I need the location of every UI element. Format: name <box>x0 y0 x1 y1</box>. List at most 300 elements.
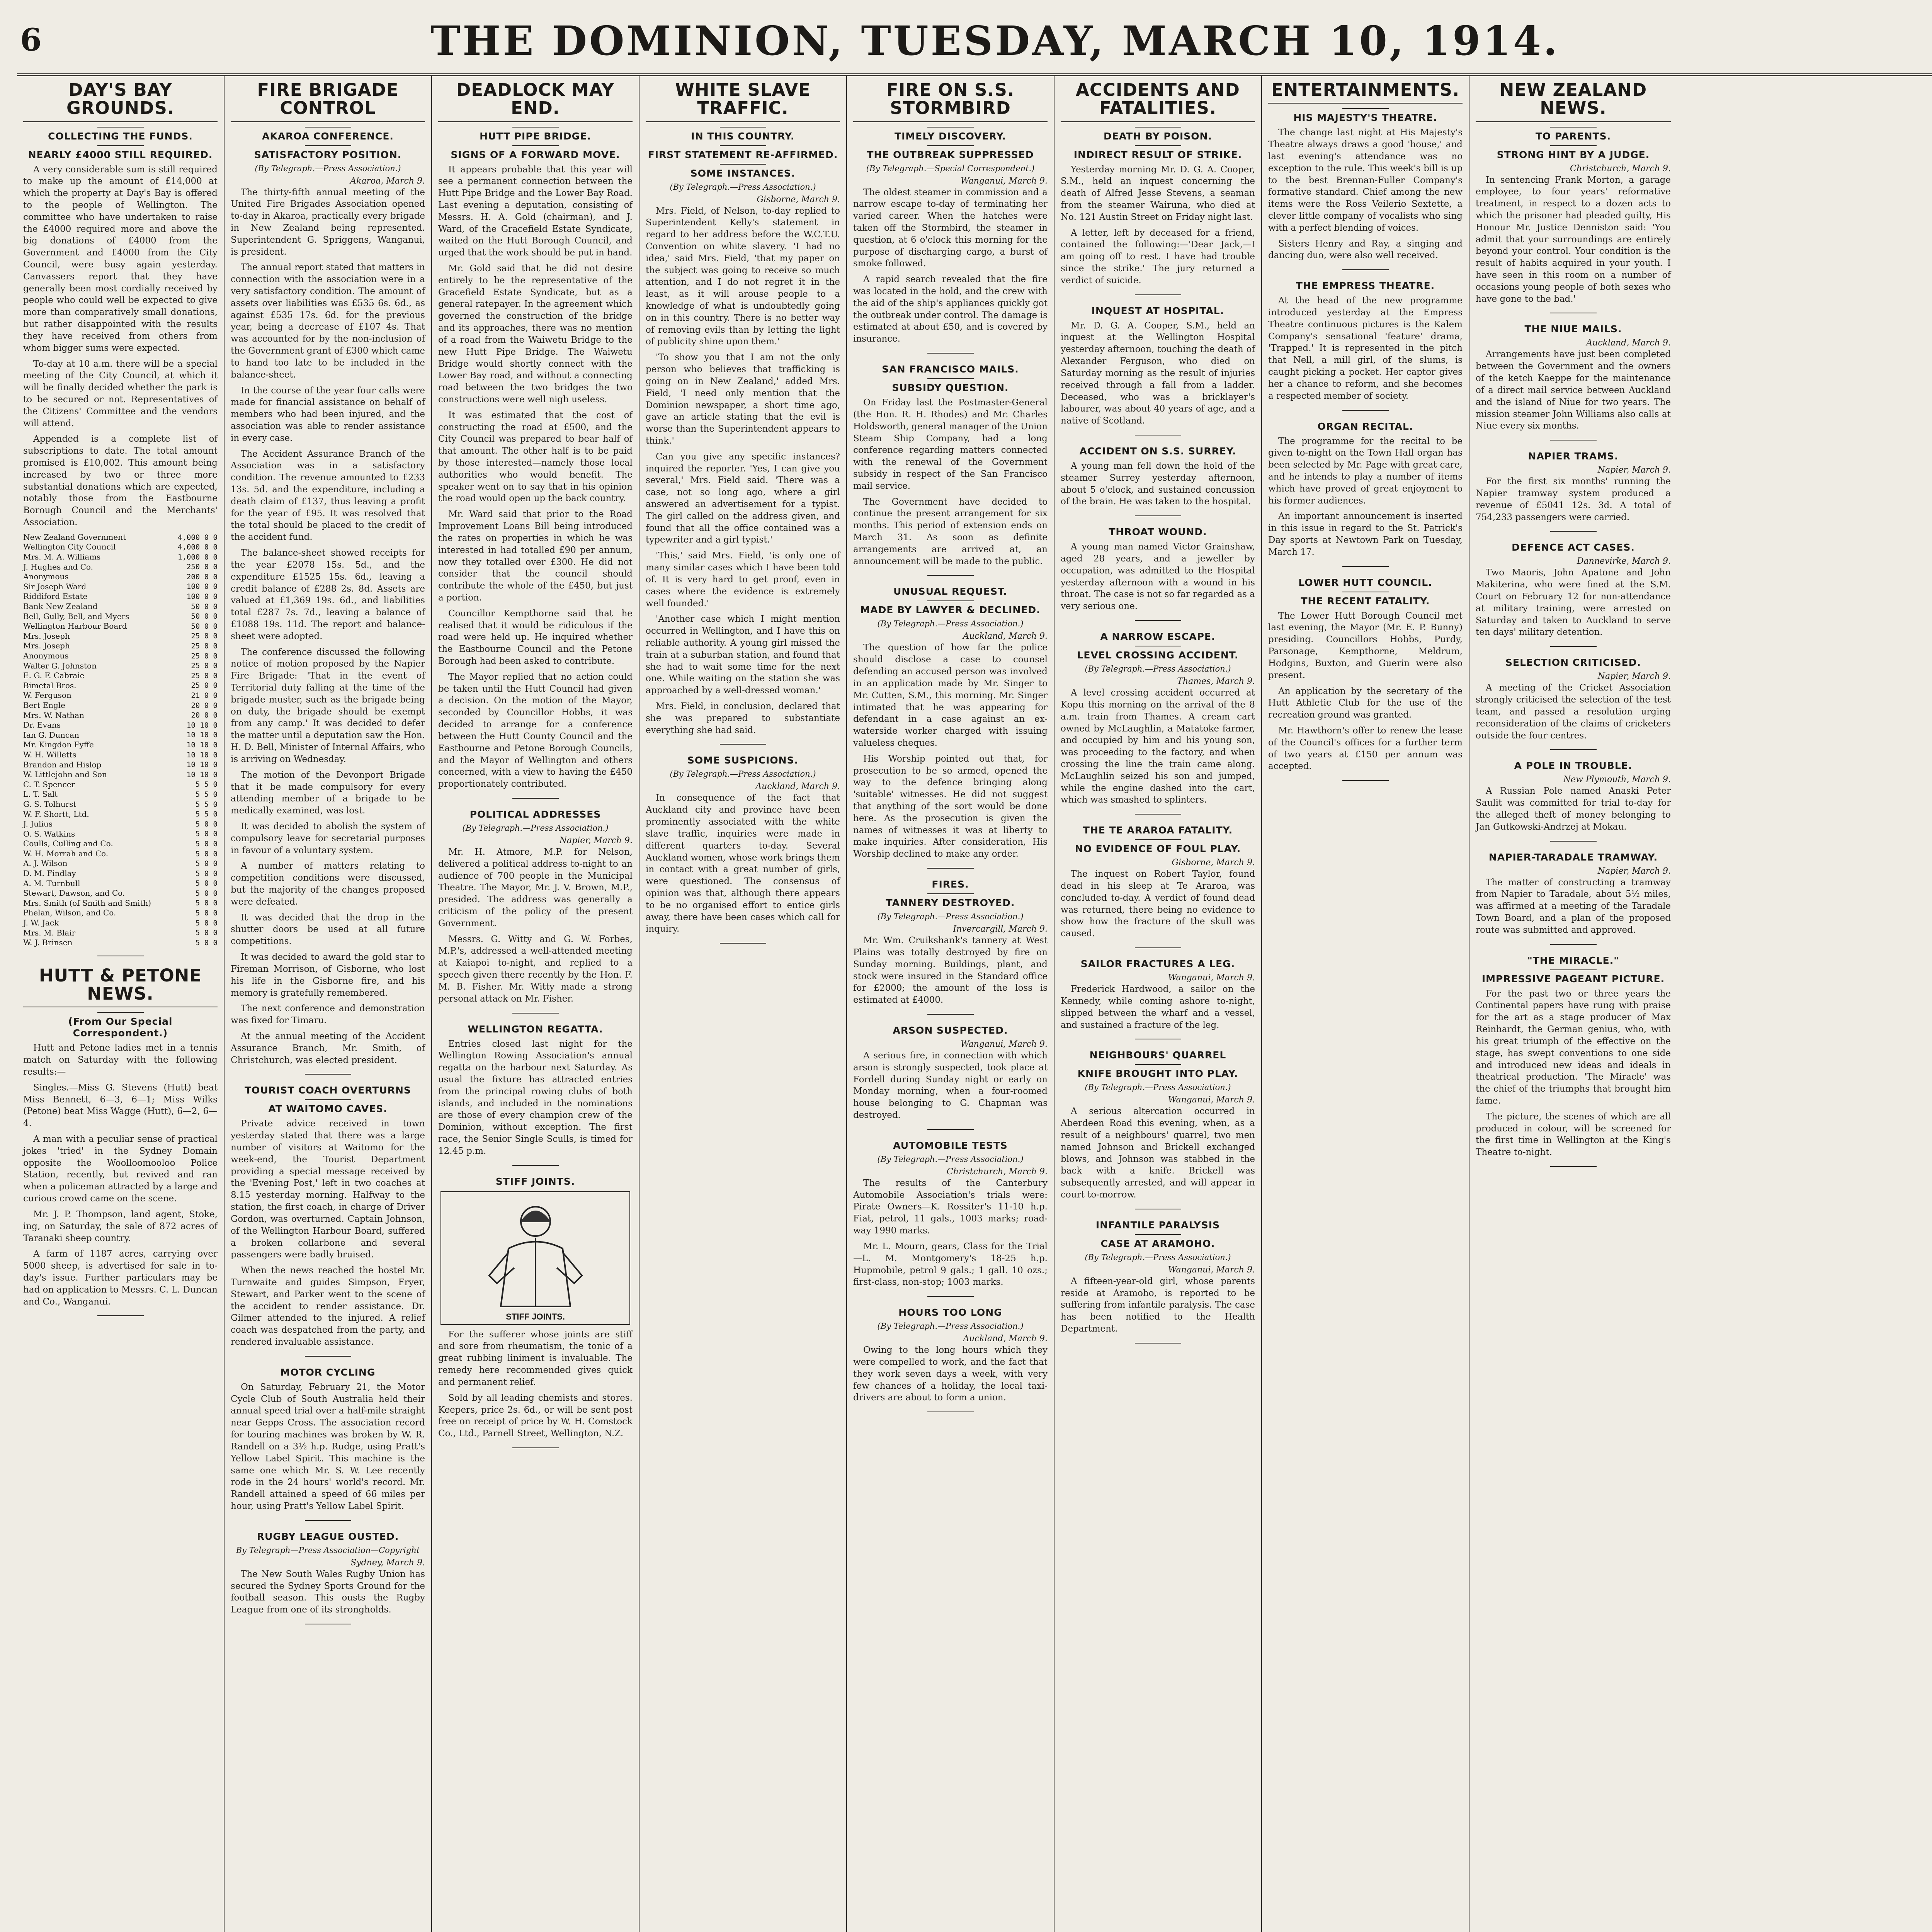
subscriber-name: W. Ferguson <box>23 690 71 700</box>
article-paragraph: Hutt and Petone ladies met in a tennis match on Saturday with the following results:— <box>23 1043 218 1077</box>
article-paragraph: When the news reached the hostel Mr. Turnwaite and guides Simpson, Fryer, Stewart, and Parker went to the scene of the accident to render assistance. Dr. Gilmer attended to the injured. A relief coach was despatched from the party, and rendered invaluable assistance. <box>231 1265 425 1347</box>
column-7 <box>1262 76 1469 1932</box>
subscriber-name: Brandon and Hislop <box>23 760 102 769</box>
article-paragraph: A Russian Pole named Anaski Peter Saulit was committed for trial to-day for the alleged theft of money belonging to Jan Gutkowski-Andrzej at Mokau. <box>1476 786 1671 832</box>
article-paragraph: The programme for the recital to be given to-night on the Town Hall organ has been selected by Mr. Page with great care, and he intends to play a number of items which have proved of great enjoyment to his former audiences. <box>1268 436 1463 506</box>
subscription-row <box>23 552 218 562</box>
article-paragraph: The question of how far the police should disclose a case to counsel defending an accused person was involved in an application made by Mr. Singer to Mr. Cutten, S.M., this morning. Mr. Singer intimated that he was appearing for defendant in a case against an ex-waterside worker charged with issuing valueless cheques. <box>853 643 1048 748</box>
article-headline: HUTT & PETONE NEWS. <box>23 966 218 1008</box>
article-dateline: Auckland, March 9. <box>755 782 840 792</box>
article <box>853 586 1048 869</box>
article-paragraph: A number of matters relating to competition conditions were discussed, but the majority of the changes proposed were defeated. <box>231 861 425 907</box>
article-paragraph: Mr. H. Atmore, M.P. for Nelson, delivered a political address to-night to an audience of 700 people in the Municipal Theatre. The Mayor, Mr. J. V. Brown, M.P., presided. The address was generally a criticism of the policy of the present Government. <box>438 847 633 929</box>
subscriber-name: Mrs. Joseph <box>23 641 70 651</box>
article <box>1061 825 1255 948</box>
article <box>1268 280 1463 410</box>
article <box>1268 421 1463 567</box>
subscription-amount: 5 5 0 <box>195 790 218 799</box>
subscription-amount: 50 0 0 <box>191 622 218 631</box>
subscription-row <box>23 760 218 770</box>
subscriber-name: A. J. Wilson <box>23 859 68 868</box>
article-paragraph: The oldest steamer in commission and a narrow escape to-day of terminating her varied career. When the hatches were taken off the Stormbird, the steamer in question, at 6 o'clock this morning for the purpose of discharging cargo, a burst of smoke followed. <box>853 187 1048 269</box>
divider <box>1550 969 1597 970</box>
subscriber-name: Bert Engle <box>23 700 66 710</box>
subscription-amount: 10 10 0 <box>186 731 218 740</box>
article <box>646 755 840 944</box>
article-subheading: HIS MAJESTY'S THEATRE. <box>1293 112 1437 124</box>
subscription-amount: 5 0 0 <box>195 938 218 947</box>
article-subheading: SAILOR FRACTURES A LEG. <box>1080 958 1235 970</box>
article-byline: (By Telegraph.—Press Association.) <box>1085 1083 1231 1092</box>
column-2 <box>224 76 432 1932</box>
divider <box>927 378 974 379</box>
article-paragraph: Mr. Hawthorn's offer to renew the lease of the Council's offices for a further term of two years at £150 per annum was accepted. <box>1268 725 1463 772</box>
subscription-amount: 10 10 0 <box>186 750 218 759</box>
article-dateline: Wanganui, March 9. <box>960 1039 1048 1049</box>
article-headline: FIRE ON S.S. STORMBIRD <box>853 81 1048 122</box>
subscriber-name: W. H. Willetts <box>23 750 77 759</box>
divider <box>512 127 559 128</box>
article <box>231 1531 425 1624</box>
subscription-row <box>23 720 218 730</box>
article-byline: (By Telegraph.—Press Association.) <box>877 619 1024 629</box>
article-paragraph: Singles.—Miss G. Stevens (Hutt) beat Miss Bennett, 6—3, 6—1; Miss Wilks (Petone) beat Miss Wagge (Hutt), 6—2, 6—4. <box>23 1082 218 1129</box>
divider <box>1135 1234 1181 1235</box>
article <box>853 81 1048 354</box>
subscription-row <box>23 602 218 612</box>
article-subheading: NAPIER TRAMS. <box>1528 451 1619 462</box>
article-subheading: SOME INSTANCES. <box>690 167 796 179</box>
article-paragraph: Mr. J. P. Thompson, land agent, Stoke, ing, on Saturday, the sale of 872 acres of Taranaki sheep country. <box>23 1209 218 1243</box>
article-paragraph: Appended is a complete list of subscriptions to date. The total amount promised is £10,002. This amount being increased by two or three more substantial donations which are expected, notably those from the Eastbourne Borough Council and the Merchants' Association. <box>23 434 218 528</box>
subscription-row <box>23 631 218 641</box>
article-byline: (By Telegraph.—Press Association.) <box>877 1321 1024 1331</box>
article-dateline: Wanganui, March 9. <box>1168 973 1255 983</box>
article-subheading: NO EVIDENCE OF FOUL PLAY. <box>1075 843 1241 855</box>
subscriber-name: J. Julius <box>23 819 53 829</box>
subscription-row <box>23 819 218 829</box>
article-subheading: SUBSIDY QUESTION. <box>892 382 1009 394</box>
article-byline: (By Telegraph.—Press Association.) <box>670 182 816 192</box>
subscription-amount: 250 0 0 <box>186 563 218 571</box>
article <box>1268 577 1463 781</box>
divider <box>305 145 351 146</box>
article <box>1061 81 1255 295</box>
article-paragraph: A letter, left by deceased for a friend, contained the following:—'Dear Jack,—I am going off to rest. I have had trouble since the strike.' The jury returned a verdict of suicide. <box>1061 228 1255 286</box>
article-subheading: CASE AT ARAMOHO. <box>1100 1238 1215 1249</box>
subscriber-name: W. Littlejohn and Son <box>23 770 107 779</box>
subscription-amount: 1,000 0 0 <box>178 553 218 561</box>
article-paragraph: A level crossing accident occurred at Kopu this morning on the arrival of the 8 a.m. train from Thames. A cream cart owned by McLaughlin, a Matatoke farmer, and occupied by him and his young son, was proceeding to the factory, and when crossing the line the train came along. McLaughlin seized his son and jumped, while the engine dashed into the cart, which was smashed to splinters. <box>1061 688 1255 805</box>
subscriber-name: W. J. Brinsen <box>23 938 73 947</box>
article-paragraph: A meeting of the Cricket Association strongly criticised the selection of the test team, and passed a resolution urging reconsideration of the claims of cricketers outside the four centres. <box>1476 683 1671 741</box>
article-subheading: COLLECTING THE FUNDS. <box>48 130 193 142</box>
article-paragraph: The Lower Hutt Borough Council met last evening, the Mayor (Mr. E. P. Bunny) presiding. Councillors Hobbs, Purdy, Parsonage, Kempthorne, Meldrum, Hodgins, Buxton, and Guerin were also present. <box>1268 611 1463 680</box>
article-subheading: HUTT PIPE BRIDGE. <box>480 130 591 142</box>
article-subheading: TO PARENTS. <box>1535 130 1611 142</box>
article-dateline: Napier, March 9. <box>1597 672 1671 682</box>
man-illustration-icon <box>478 1194 594 1310</box>
article-paragraph: For the past two or three years the Continental papers have rung with praise for the art as a stage producer of Max Reinhardt, the German genius, who, with his great triumph of the effective on the stage, has swept conventions to one side and introduced new ideas and ideals in theatrical production. 'The Miracle' was the chief of the triumphs that brought him fame. <box>1476 988 1671 1106</box>
article-subheading: THE EMPRESS THEATRE. <box>1296 280 1435 292</box>
article-dateline: Auckland, March 9. <box>1586 338 1671 348</box>
subscription-row <box>23 572 218 582</box>
article-dateline: Gisborne, March 9. <box>1172 858 1255 868</box>
subscriber-name: G. S. Tolhurst <box>23 799 77 809</box>
article-paragraph: Entries closed last night for the Wellington Rowing Association's annual regatta on the harbour next Saturday. As usual the fixture has attracted entries from the principal rowing clubs of both islands, and included in the nominations are those of every champion crew of the Dominion, without exception. The first race, the Senior Single Sculls, is timed for 12.45 p.m. <box>438 1039 633 1156</box>
article-subheading: SAN FRANCISCO MAILS. <box>882 364 1019 375</box>
article-subheading: FIRES. <box>932 879 969 890</box>
subscription-amount: 25 0 0 <box>191 651 218 660</box>
article-paragraph: The balance-sheet showed receipts for the year £2078 15s. 5d., and the expenditure £1525 15s. 6d., leaving a credit balance of £288 2s. 8d. Assets are valued at £1,369 19s. 6d., and liabilities total £287 7s. 7d., leaving a balance of £1088 19s. 11d. The report and balance-sheet were adopted. <box>231 548 425 641</box>
subscription-row <box>23 612 218 622</box>
article <box>1476 451 1671 532</box>
subscriber-name: W. F. Shortt, Ltd. <box>23 809 89 819</box>
article-paragraph: Owing to the long hours which they were compelled to work, and the fact that they work seven days a week, with very few chances of a holiday, the local taxi-drivers are about to form a union. <box>853 1345 1048 1403</box>
divider <box>305 1099 351 1100</box>
divider <box>1342 108 1389 109</box>
article-subheading: FIRST STATEMENT RE-AFFIRMED. <box>648 149 838 160</box>
subscription-row <box>23 918 218 928</box>
subscriber-name: New Zealand Government <box>23 532 126 542</box>
article-paragraph: It was decided to abolish the system of compulsory leave for secretarial purposes in favour of a voluntary system. <box>231 821 425 855</box>
subscriber-name: Bimetal Bros. <box>23 680 77 690</box>
article-byline: (By Telegraph.—Press Association.) <box>462 823 609 833</box>
subscription-amount: 20 0 0 <box>191 711 218 720</box>
column-8 <box>1469 76 1677 1932</box>
divider <box>1550 127 1597 128</box>
divider <box>720 145 766 146</box>
article-subheading: NEIGHBOURS' QUARREL <box>1089 1049 1226 1061</box>
divider <box>927 600 974 601</box>
subscription-amount: 25 0 0 <box>191 642 218 651</box>
article-subheading: UNUSUAL REQUEST. <box>893 586 1007 597</box>
subscription-row <box>23 711 218 721</box>
article-paragraph: Private advice received in town yesterday stated that there was a large number of visitors at Waitomo for the week-end, the Tourist Department providing a special message received by the 'Evening Post,' left in two coaches at 8.15 yesterday morning. Halfway to the station, the first coach, in charge of Driver Gordon, was overturned. Captain Johnson, of the Wellington Harbour Board, suffered a broken collarbone and several passengers were badly bruised. <box>231 1119 425 1260</box>
article-dateline: Napier, March 9. <box>559 835 633 845</box>
article-byline: (By Telegraph.—Press Association.) <box>1085 664 1231 674</box>
article-paragraph: The results of the Canterbury Automobile Association's trials were: Pirate Owners—K. Rossiter's 11-10 h.p. Fiat, petrol, 11 gals., 1003 marks; road-way 1990 marks. <box>853 1178 1048 1236</box>
article <box>1061 1049 1255 1209</box>
article <box>853 879 1048 1015</box>
article-subheading: POLITICAL ADDRESSES <box>469 808 601 820</box>
article <box>231 81 425 1075</box>
subscriber-name: D. M. Findlay <box>23 869 76 878</box>
article-subheading: ARSON SUSPECTED. <box>893 1024 1008 1036</box>
article-subheading: ORGAN RECITAL. <box>1317 420 1413 432</box>
subscription-amount: 25 0 0 <box>191 671 218 680</box>
article-byline: (By Telegraph.—Press Association.) <box>670 769 816 779</box>
subscription-amount: 21 0 0 <box>191 691 218 700</box>
subscription-row <box>23 859 218 869</box>
subscription-amount: 25 0 0 <box>191 632 218 641</box>
article-subheading: INFANTILE PARALYSIS <box>1095 1219 1220 1231</box>
article <box>1061 526 1255 621</box>
subscription-amount: 5 0 0 <box>195 909 218 918</box>
subscriber-name: Mrs. M. Blair <box>23 928 76 937</box>
subscription-amount: 5 0 0 <box>195 899 218 908</box>
article <box>853 1025 1048 1130</box>
article-paragraph: An important announcement is inserted in this issue in regard to the St. Patrick's Day sports at Newtown Park on Tuesday, March 17. <box>1268 511 1463 557</box>
article <box>1476 760 1671 841</box>
article-paragraph: An application by the secretary of the Hutt Athletic Club for the use of the recreation ground was granted. <box>1268 686 1463 720</box>
article-paragraph: The change last night at His Majesty's Theatre always draws a good 'house,' and last evening's attendance was no exception to the rule. This week's bill is up to the best Brennan-Fuller Company's formative standard. Chief among the new items were the Ross Veilerio Sextette, a clever little company of vocalists who sing with a perfect blending of voices. <box>1268 128 1463 233</box>
subscriber-name: W. H. Morrah and Co. <box>23 849 109 858</box>
article-subheading: INQUEST AT HOSPITAL. <box>1091 305 1225 316</box>
article-dateline: Wanganui, March 9. <box>1168 1265 1255 1275</box>
column-4 <box>639 76 847 1932</box>
article-paragraph: The Government have decided to continue the present arrangement for six months. This period of extension ends on March 31. As soon as definite arrangements are arrived at, an announcement will be made to the public. <box>853 497 1048 566</box>
article <box>1061 958 1255 1039</box>
subscriber-name: L. T. Salt <box>23 789 58 799</box>
page-number: 6 <box>20 22 42 58</box>
subscription-amount: 5 5 0 <box>195 780 218 789</box>
article-paragraph: His Worship pointed out that, for prosecution to be so armed, opened the way to the defence bringing along 'suitable' witnesses. He did not suggest that anything of the sort would be done here. As the prosecution is given the names of witnesses it was at liberty to make inquiries. After consideration, His Worship declined to make any order. <box>853 753 1048 859</box>
article-paragraph: To-day at 10 a.m. there will be a special meeting of the City Council, at which it will be finally decided whether the park is to be secured or not. Representatives of the Citizens' Committee and the vendors will attend. <box>23 359 218 429</box>
article-subheading: STRONG HINT BY A JUDGE. <box>1497 149 1650 160</box>
article-paragraph: 'Another case which I might mention occurred in Wellington, and I have this on reliable authority. A young girl missed the train at a suburban station, and found that she had to wait some time for the next one. While waiting on the station she was approached by a well-dressed woman.' <box>646 614 840 696</box>
article-subheading: TOURIST COACH OVERTURNS <box>245 1085 411 1096</box>
article <box>1268 81 1463 270</box>
subscriber-name: Phelan, Wilson, and Co. <box>23 908 116 918</box>
article-subheading: SIGNS OF A FORWARD MOVE. <box>451 149 620 160</box>
article <box>1061 631 1255 815</box>
advertisement-figure <box>440 1191 630 1325</box>
article-subheading: MADE BY LAWYER & DECLINED. <box>860 604 1041 616</box>
article-paragraph: 'To show you that I am not the only person who believes that trafficking is going on in New Zealand,' added Mrs. Field, 'I need only mention that the Dominion newspaper, a short time ago, gave an article stating that the evil is worse than the Superintendent appears to think.' <box>646 352 840 446</box>
article-dateline: Akaroa, March 9. <box>350 176 425 186</box>
article-dateline: Christchurch, March 9. <box>947 1167 1048 1177</box>
article <box>1061 446 1255 516</box>
article-paragraph: The picture, the scenes of which are all produced in colour, will be screened for the first time in Wellington at the King's Theatre to-night. <box>1476 1111 1671 1158</box>
subscription-row <box>23 869 218 879</box>
subscription-row <box>23 621 218 631</box>
article-subheading: AUTOMOBILE TESTS <box>893 1139 1008 1151</box>
article-paragraph: Mr. D. G. A. Cooper, S.M., held an inquest at the Wellington Hospital yesterday afternoon, touching the death of Alexander Ferguson, who died on Saturday morning as the result of injuries received through a fall from a ladder. Deceased, who was a bricklayer's labourer, was about 40 years of age, and a native of Scotland. <box>1061 320 1255 426</box>
subscription-row <box>23 938 218 948</box>
article-dateline: New Plymouth, March 9. <box>1563 775 1671 785</box>
article <box>853 364 1048 576</box>
article-paragraph: Two Maoris, John Apatone and John Makiterina, who were fined at the S.M. Court on February 12 for non-attendance at military training, were arrested on Saturday and taken to Auckland to serve ten days' military detention. <box>1476 568 1671 638</box>
subscriber-name: J. Hughes and Co. <box>23 562 93 571</box>
article-subheading: DEFENCE ACT CASES. <box>1512 542 1635 553</box>
article <box>853 1307 1048 1412</box>
article-dateline: Dannevirke, March 9. <box>1577 556 1671 566</box>
article-paragraph: A serious altercation occurred in Aberdeen Road this evening, when, as a result of a neighbours' quarrel, two men named Johnson and Brickell exchanged blows, and Johnson was stabbed in the back with a knife. Brickell was subsequently arrested, and will appear in court to-morrow. <box>1061 1106 1255 1200</box>
article-subheading: THE OUTBREAK SUPPRESSED <box>867 149 1034 160</box>
subscription-amount: 5 0 0 <box>195 929 218 937</box>
article-paragraph: A farm of 1187 acres, carrying over 5000 sheep, is advertised for sale in to-day's issue. Further particulars may be had on application to Messrs. C. L. Duncan and Co., Wanganui. <box>23 1249 218 1307</box>
article-byline: (By Telegraph.—Special Correspondent.) <box>866 163 1035 173</box>
subscription-row <box>23 582 218 592</box>
divider <box>1135 839 1181 840</box>
article-paragraph: The thirty-fifth annual meeting of the United Fire Brigades Association opened to-day in Akaroa, practically every brigade in New Zealand being represented. Superintendent G. Spriggens, Wanganui, is president. <box>231 187 425 257</box>
article-subheading: IMPRESSIVE PAGEANT PICTURE. <box>1481 973 1665 985</box>
article-paragraph: Messrs. G. Witty and G. W. Forbes, M.P.'s, addressed a well-attended meeting at Kaiapoi to-night, and replied to a speech given there recently by the Hon. F. M. B. Fisher. Mr. Witty made a strong personal attack on Mr. Fisher. <box>438 934 633 1004</box>
article-paragraph: It was decided to award the gold star to Fireman Morrison, of Gisborne, who lost his life in the Gisborne fire, and his memory is gratefully remembered. <box>231 952 425 998</box>
subscription-row <box>23 740 218 750</box>
article-paragraph: At the annual meeting of the Accident Assurance Branch, Mr. Smith, of Christchurch, was elected president. <box>231 1031 425 1065</box>
article-dateline: Sydney, March 9. <box>350 1558 425 1568</box>
article-subheading: SATISFACTORY POSITION. <box>254 149 402 160</box>
article-headline: WHITE SLAVE TRAFFIC. <box>646 81 840 122</box>
subscription-amount: 25 0 0 <box>191 662 218 670</box>
article-byline: (By Telegraph.—Press Association.) <box>877 1154 1024 1164</box>
article-paragraph: On Saturday, February 21, the Motor Cycle Club of South Australia held their annual speed trial over a half-mile straight near Gepps Cross. The association record for touring machines was broken by W. R. Randell on a 3½ h.p. Rudge, using Pratt's Yellow Label Spirit. This machine is the same one which Mr. S. W. Lee recently rode in the 24 hours' world's record. Mr. Randell attained a speed of 66 miles per hour, using Pratt's Yellow Label Spirit. <box>231 1382 425 1511</box>
article-byline: By Telegraph—Press Association—Copyright <box>236 1545 420 1555</box>
article-headline: DAY'S BAY GROUNDS. <box>23 81 218 122</box>
subscriber-name: Mrs. M. A. Williams <box>23 552 101 562</box>
subscriber-name: A. M. Turnbull <box>23 878 80 888</box>
article-paragraph: 'This,' said Mrs. Field, 'is only one of many similar cases which I have been told of. It is very hard to get proof, even in cases where the evidence is extremely well founded.' <box>646 551 840 609</box>
subscriber-name: Ian G. Duncan <box>23 730 79 740</box>
subscription-amount: 5 0 0 <box>195 859 218 868</box>
subscriber-name: Sir Joseph Ward <box>23 582 87 591</box>
subscriber-name: J. W. Jack <box>23 918 59 928</box>
subscriber-name: Mrs. Smith (of Smith and Smith) <box>23 898 151 908</box>
subscription-amount: 100 0 0 <box>186 592 218 601</box>
subscription-row <box>23 829 218 839</box>
subscription-row <box>23 750 218 760</box>
article <box>853 1140 1048 1297</box>
article-byline: (By Telegraph.—Press Association.) <box>255 163 401 173</box>
subscription-row <box>23 928 218 938</box>
subscription-row <box>23 532 218 543</box>
subscription-amount: 5 0 0 <box>195 869 218 878</box>
subscription-amount: 10 10 0 <box>186 760 218 769</box>
column-5 <box>847 76 1054 1932</box>
article-subheading: INDIRECT RESULT OF STRIKE. <box>1073 149 1242 160</box>
article-dateline: Auckland, March 9. <box>963 631 1048 641</box>
article-dateline: Thames, March 9. <box>1177 677 1255 687</box>
article <box>1061 1219 1255 1344</box>
article-paragraph: Mr. L. Mourn, gears, Class for the Trial—L. M. Montgomery's 18-25 h.p. Hupmobile, petrol 9 gals.; 1 gall. 10 ozs.; first-class, non-stop; 1003 marks. <box>853 1241 1048 1287</box>
subscriber-name: Anonymous <box>23 572 69 582</box>
subscription-row <box>23 592 218 602</box>
subscription-amount: 200 0 0 <box>186 572 218 581</box>
article-paragraph: The Mayor replied that no action could be taken until the Hutt Council had given a decision. On the motion of the Mayor, seconded by Councillor Hobbs, it was decided to arrange for a conference between the Hutt County Council and the Eastbourne and Petone Borough Councils, and the Mayor of Wellington and others concerned, with a view to having the £450 proportionately contributed. <box>438 672 633 789</box>
article-paragraph: Mrs. Field, in conclusion, declared that she was prepared to substantiate everything she had said. <box>646 701 840 735</box>
article-subheading: STIFF JOINTS. <box>495 1175 575 1187</box>
subscriber-name: Mrs. Joseph <box>23 631 70 641</box>
article <box>1476 852 1671 945</box>
column-6 <box>1054 76 1262 1932</box>
article-headline: ENTERTAINMENTS. <box>1268 81 1463 104</box>
subscriber-name: Bank New Zealand <box>23 602 98 611</box>
divider <box>720 127 766 128</box>
article-subheading: DEATH BY POISON. <box>1104 130 1212 142</box>
article-paragraph: In sentencing Frank Morton, a garage employee, to four years' reformative treatment, in respect to a dozen acts to which the prisoner had pleaded guilty, His Honour Mr. Justice Denniston said: 'You admit that your surroundings are entirely beyond your control. Your condition is the result of habits acquired in your youth. I have seen in this room on a number of occasions young people of both sexes who have gone to the bad.' <box>1476 175 1671 304</box>
article-subheading: IN THIS COUNTRY. <box>691 130 795 142</box>
article-paragraph: Can you give any specific instances? inquired the reporter. 'Yes, I can give you several,' Mrs. Field said. 'There was a case, not so long ago, where a girl answered an advertisement for a typist. The girl called on the address given, and found that all the office contained was a typewriter and a girl typist.' <box>646 451 840 545</box>
article <box>231 1367 425 1521</box>
article-dateline: Invercargill, March 9. <box>953 924 1048 934</box>
subscriber-name: Wellington City Council <box>23 542 116 552</box>
article <box>1476 657 1671 750</box>
article-headline: DEADLOCK MAY END. <box>438 81 633 122</box>
subscriber-name: Riddiford Estate <box>23 592 88 601</box>
article <box>1476 81 1671 313</box>
divider <box>1135 145 1181 146</box>
article-paragraph: The inquest on Robert Taylor, found dead in his sleep at Te Araroa, was concluded to-day. A verdict of found dead was returned, there being no evidence to show how the fracture of the skull was caused. <box>1061 869 1255 939</box>
divider <box>97 127 144 128</box>
article-dateline: Gisborne, March 9. <box>757 194 840 204</box>
article <box>1061 305 1255 435</box>
article-paragraph: A serious fire, in connection with which arson is strongly suspected, took place at Fordell during Sunday night or early on Monday morning, when a four-roomed house belonging to G. Chapman was destroyed. <box>853 1050 1048 1120</box>
subscriber-name: Mr. Kingdon Fyffe <box>23 740 94 750</box>
subscription-amount: 10 10 0 <box>186 770 218 779</box>
article-paragraph: Sisters Henry and Ray, a singing and dancing duo, were also well received. <box>1268 238 1463 261</box>
article <box>438 1176 633 1448</box>
article-subheading: LOWER HUTT COUNCIL. <box>1298 577 1432 588</box>
subscription-row <box>23 641 218 651</box>
subscription-amount: 10 10 0 <box>186 721 218 730</box>
article-subheading: RUGBY LEAGUE OUSTED. <box>257 1531 399 1542</box>
subscriber-name: C. T. Spencer <box>23 779 75 789</box>
article <box>438 1024 633 1166</box>
article-paragraph: A young man named Victor Grainshaw, aged 28 years, and a jeweller by occupation, was admitted to the Hospital yesterday afternoon with a wound in his throat. The case is not so far regarded as a very serious one. <box>1061 542 1255 612</box>
article-subheading: (From Our Special Correspondent.) <box>68 1016 173 1039</box>
subscription-amount: 5 0 0 <box>195 820 218 828</box>
subscription-amount: 10 10 0 <box>186 740 218 749</box>
article-headline: FIRE BRIGADE CONTROL <box>231 81 425 122</box>
subscription-row <box>23 651 218 661</box>
subscription-amount: 5 0 0 <box>195 839 218 848</box>
subscriber-name: E. G. F. Cabraie <box>23 671 85 680</box>
subscriber-name: Mrs. W. Nathan <box>23 710 84 720</box>
article-paragraph: The matter of constructing a tramway from Napier to Taradale, about 5½ miles, was affirmed at a meeting of the Taradale Town Board, and a plan of the proposed route was submitted and approved. <box>1476 877 1671 935</box>
article-paragraph: The New South Wales Rugby Union has secured the Sydney Sports Ground for the football season. This ousts the Rugby League from one of its strongholds. <box>231 1569 425 1615</box>
divider <box>97 145 144 146</box>
article-paragraph: Sold by all leading chemists and stores. Keepers, price 2s. 6d., or will be sent post free on receipt of price by W. H. Comstock Co., Ltd., Parnell Street, Wellington, N.Z. <box>438 1393 633 1439</box>
subscriber-name: Coulls, Culling and Co. <box>23 839 113 849</box>
article-subheading: TANNERY DESTROYED. <box>886 897 1015 909</box>
subscription-row <box>23 908 218 918</box>
article-paragraph: Councillor Kempthorne said that he realised that it would be ridiculous if the road were held up. He inquired whether the Eastbourne Council and the Petone Borough had been asked to contribute. <box>438 608 633 666</box>
article-paragraph: Mr. Ward said that prior to the Road Improvement Loans Bill being introduced the rates on properties in which he was interested in had totalled £90 per annum, now they totalled over £300. He did not consider that the council should contribute the whole of the £450, but just a portion. <box>438 509 633 603</box>
subscription-amount: 5 0 0 <box>195 889 218 898</box>
subscription-row <box>23 770 218 780</box>
subscription-amount: 5 0 0 <box>195 849 218 858</box>
subscription-row <box>23 562 218 572</box>
newspaper-title: THE DOMINION, TUESDAY, MARCH 10, 1914. <box>430 17 1560 65</box>
article-paragraph: Mr. Wm. Cruikshank's tannery at West Plains was totally destroyed by fire on Sunday morning. Buildings, plant, and stock were insured in the Standard office for £2000; the amount of the loss is estimated at £4000. <box>853 935 1048 1005</box>
article-dateline: Napier, March 9. <box>1597 465 1671 475</box>
article-paragraph: Frederick Hardwood, a sailor on the Kennedy, while coming ashore to-night, slipped between the wharf and a vessel, and sustained a fracture of the leg. <box>1061 984 1255 1030</box>
subscription-row <box>23 879 218 889</box>
divider <box>1135 127 1181 128</box>
article-subheading: "THE MIRACLE." <box>1527 954 1619 966</box>
divider <box>97 1012 144 1013</box>
article-subheading: A NARROW ESCAPE. <box>1100 631 1216 643</box>
subscription-amount: 50 0 0 <box>191 602 218 611</box>
column-1 <box>17 76 224 1932</box>
article-subheading: SOME SUSPICIONS. <box>687 755 799 766</box>
article-paragraph: Mrs. Field, of Nelson, to-day replied to Superintendent Kelly's statement in regard to her address before the W.C.T.U. Convention on white slavery. 'I had no idea,' said Mrs. Field, 'that my paper on the subject was going to receive so much attention, and I do not regret it in the least, as it will arouse people to a knowledge of what is undoubtedly going on in this country. There is no better way of removing evils than by letting the light of publicity shine upon them.' <box>646 206 840 347</box>
subscriber-name: Bell, Gully, Bell, and Myers <box>23 611 129 621</box>
article-paragraph: It was estimated that the cost of constructing the road at £500, and the City Council was prepared to bear half of that amount. The other half is to be paid by those interested—namely those local authorities who would benefit. The speaker went on to say that in his opinion the road would open up the back country. <box>438 410 633 504</box>
subscription-list <box>23 532 218 948</box>
subscription-amount: 100 0 0 <box>186 582 218 591</box>
subscription-row <box>23 780 218 790</box>
article-subheading: NEARLY £4000 STILL REQUIRED. <box>28 149 213 160</box>
article-subheading: THE NIUE MAILS. <box>1524 323 1622 335</box>
article-paragraph: In consequence of the fact that Auckland city and province have been prominently associated with the white slave traffic, inquiries were made in different quarters to-day. Several Auckland women, whose work brings them in contact with a great number of girls, were questioned. The consensus of opinion was that, although there appears to be no organised effort to entice girls away, there have been cases which call for inquiry. <box>646 793 840 934</box>
article <box>438 81 633 799</box>
subscriber-name: Anonymous <box>23 651 69 660</box>
divider <box>927 145 974 146</box>
article-paragraph: For the first six months' running the Napier tramway system produced a revenue of £5041 12s. 3d. A total of 754,233 passengers were carried. <box>1476 476 1671 522</box>
